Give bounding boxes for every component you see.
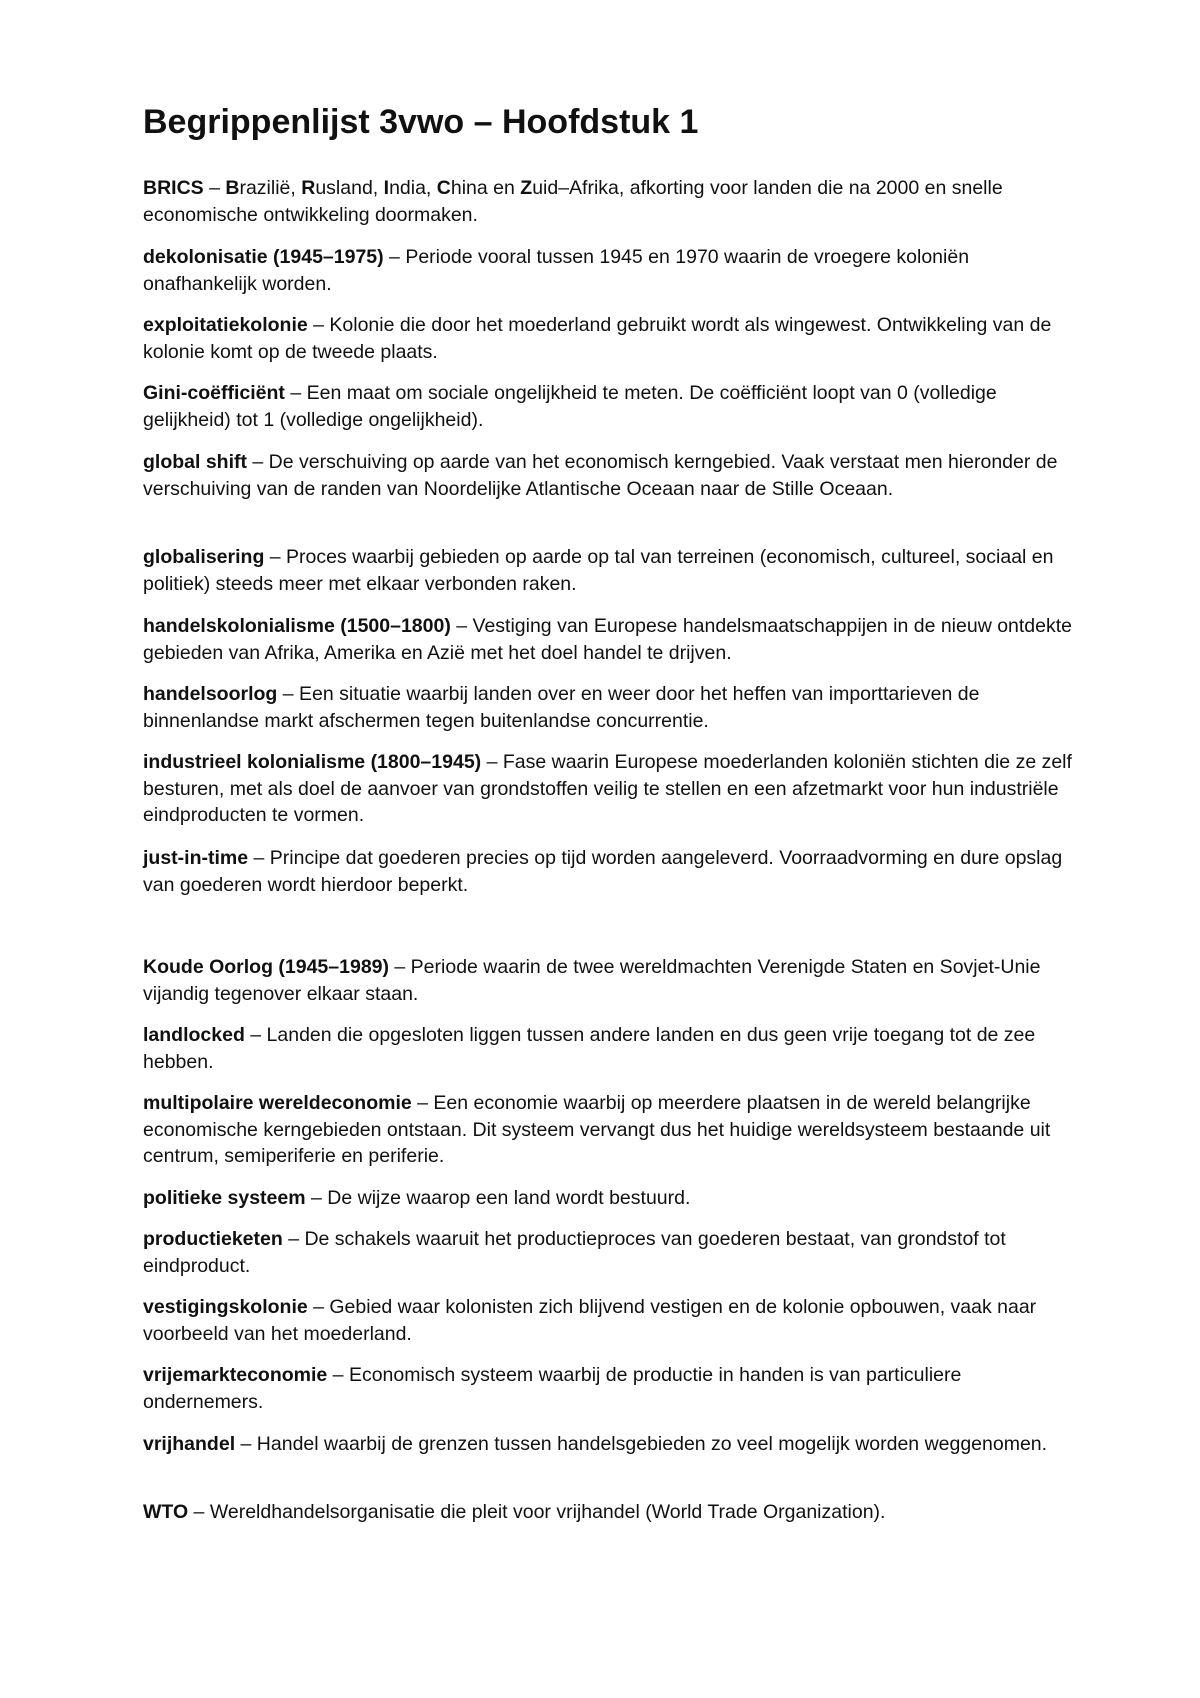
definition-text: uid–Afrika, afkorting voor landen die na 2000 en snelle economische ontwikkeling doormaken.	[143, 177, 1003, 226]
glossary-term: landlocked	[143, 1024, 245, 1046]
glossary-definition: – Fase waarin Europese moederlanden koloniën stichten die ze zelf besturen, met als doel de aanvoer van grondstoffen veilig te stellen en een afzetmarkt voor hun industriële eindproducten te vormen.	[143, 751, 1072, 826]
acronym-letter: Z	[520, 177, 533, 199]
glossary-term: global shift	[143, 451, 247, 473]
glossary-entry	[143, 613, 1083, 666]
definition-text: razilië,	[239, 177, 302, 199]
page-title: Begrippenlijst 3vwo – Hoofdstuk 1	[143, 103, 699, 141]
glossary-term: handelsoorlog	[143, 683, 278, 705]
glossary-entry	[143, 1294, 1083, 1347]
term-separator: –	[203, 177, 226, 199]
glossary-term: handelskolonialisme (1500–1800)	[143, 615, 451, 637]
glossary-term: vestigingskolonie	[143, 1296, 308, 1318]
glossary-term: multipolaire wereldeconomie	[143, 1092, 412, 1114]
glossary-entry	[143, 244, 1083, 297]
acronym-letter: I	[383, 177, 390, 199]
glossary-definition: – De wijze waarop een land wordt bestuurd.	[305, 1187, 691, 1209]
glossary-entry	[143, 544, 1083, 597]
glossary-entry-brics	[143, 175, 1083, 228]
glossary-entry	[143, 845, 1083, 898]
glossary-definition: – Landen die opgesloten liggen tussen andere landen en dus geen vrije toegang tot de zee hebben.	[143, 1024, 1036, 1073]
definition-text: hina en	[450, 177, 521, 199]
acronym-letter: C	[436, 177, 451, 199]
glossary-entry	[143, 1431, 1083, 1458]
definition-text: usland,	[315, 177, 384, 199]
glossary-entry	[143, 1499, 1083, 1526]
glossary-definition: – Gebied waar kolonisten zich blijvend vestigen en de kolonie opbouwen, vaak naar voorbeeld van het moederland.	[143, 1296, 1037, 1345]
glossary-entry	[143, 749, 1083, 829]
glossary-definition: – Economisch systeem waarbij de productie in handen is van particuliere ondernemers.	[143, 1364, 962, 1413]
acronym-letter: B	[225, 177, 240, 199]
glossary-definition: – Een economie waarbij op meerdere plaatsen in de wereld belangrijke economische kerngebieden ontstaan. Dit systeem vervangt dus het huidige wereldsysteem bestaande uit centrum, semiperiferie en periferie.	[143, 1092, 1051, 1167]
glossary-entry	[143, 1226, 1083, 1279]
glossary-entry	[143, 1185, 1083, 1212]
glossary-definition: – De schakels waaruit het productieproces van goederen bestaat, van grondstof tot eindproduct.	[143, 1228, 1006, 1277]
glossary-term: productieketen	[143, 1228, 283, 1250]
glossary-term: BRICS	[143, 177, 204, 199]
glossary-term: WTO	[143, 1501, 189, 1523]
glossary-term: industrieel kolonialisme (1800–1945)	[143, 751, 482, 773]
glossary-term: globalisering	[143, 546, 265, 568]
definition-text: ndia,	[389, 177, 437, 199]
glossary-definition: – Periode waarin de twee wereldmachten Verenigde Staten en Sovjet-Unie vijandig tegenover elkaar staan.	[143, 956, 1041, 1005]
glossary-definition: – Een situatie waarbij landen over en weer door het heffen van importtarieven de binnenlandse markt afschermen tegen buitenlandse concurrentie.	[143, 683, 980, 732]
glossary-entry	[143, 312, 1083, 365]
glossary-entry	[143, 1090, 1083, 1170]
acronym-letter: R	[301, 177, 316, 199]
glossary-entry	[143, 1362, 1083, 1415]
glossary-definition: – De verschuiving op aarde van het economisch kerngebied. Vaak verstaat men hieronder de verschuiving van de randen van Noordelijke Atlantische Oceaan naar de Stille Oceaan.	[143, 451, 1058, 500]
glossary-term: just-in-time	[143, 847, 249, 869]
glossary-definition: – Handel waarbij de grenzen tussen handelsgebieden zo veel mogelijk worden weggenomen.	[235, 1433, 1048, 1455]
glossary-definition: – Wereldhandelsorganisatie die pleit voor vrijhandel (World Trade Organization).	[188, 1501, 886, 1523]
glossary-definition: – Proces waarbij gebieden op aarde op tal van terreinen (economisch, cultureel, sociaal en politiek) steeds meer met elkaar verbonden raken.	[143, 546, 1054, 595]
glossary-entry	[143, 449, 1083, 502]
glossary-entry	[143, 1022, 1083, 1075]
glossary-term: Koude Oorlog (1945–1989)	[143, 956, 389, 978]
glossary-entry	[143, 681, 1083, 734]
glossary-definition: – Vestiging van Europese handelsmaatschappijen in de nieuw ontdekte gebieden van Afrika, Amerika en Azië met het doel handel te drijven.	[143, 615, 1073, 664]
glossary-term: vrijemarkteconomie	[143, 1364, 328, 1386]
glossary-definition: – Kolonie die door het moederland gebruikt wordt als wingewest. Ontwikkeling van de kolonie komt op de tweede plaats.	[143, 314, 1052, 363]
glossary-definition: – Een maat om sociale ongelijkheid te meten. De coëfficiënt loopt van 0 (volledige gelijkheid) tot 1 (volledige ongelijkheid).	[143, 382, 997, 431]
glossary-term: exploitatiekolonie	[143, 314, 308, 336]
glossary-term: politieke systeem	[143, 1187, 306, 1209]
glossary-entry	[143, 380, 1083, 433]
glossary-entry	[143, 954, 1083, 1007]
glossary-term: dekolonisatie (1945–1975)	[143, 246, 384, 268]
glossary-term: vrijhandel	[143, 1433, 236, 1455]
glossary-term: Gini-coëfficiënt	[143, 382, 285, 404]
glossary-definition: – Periode vooral tussen 1945 en 1970 waarin de vroegere koloniën onafhankelijk worden.	[143, 246, 970, 295]
glossary-definition: – Principe dat goederen precies op tijd worden aangeleverd. Voorraadvorming en dure opslag van goederen wordt hierdoor beperkt.	[143, 847, 1063, 896]
